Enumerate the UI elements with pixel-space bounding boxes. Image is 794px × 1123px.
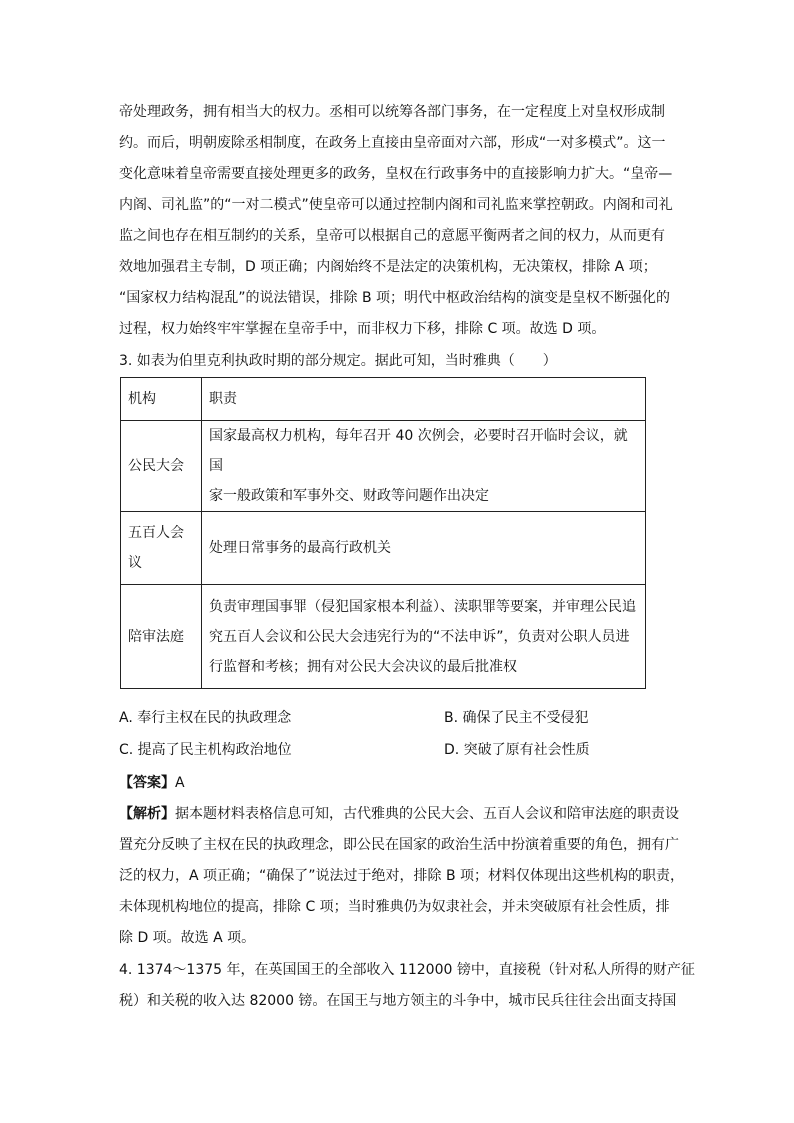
cell-line: 行监督和考核；拥有对公民大会决议的最后批准权 [209,658,517,675]
cell-line: 负责审理国事罪（侵犯国家根本利益）、渎职罪等要案，并审理公民追 [209,598,636,615]
text-line: 内阁、司礼监”的“一对二模式”使皇帝可以通过控制内阁和司礼监来掌控朝政。内阁和司礼 [119,197,673,213]
analysis-label: 【解析】 [119,806,175,822]
cell-line: 议 [128,555,142,571]
table-header-org: 机构 [121,378,202,421]
prev-analysis [119,97,679,345]
text-line: 过程，权力始终牢牢掌握在皇帝手中，而非权力下移，排除 C 项。故选 D 项。 [119,321,606,337]
option-a: A. 奉行主权在民的执政理念 [119,710,292,726]
table-cell-duty [202,421,646,512]
cell-line: 究五百人会议和公民大会违宪行为的“不法申诉”，负责对公职人员进 [209,628,630,645]
question-4-stem [119,955,695,1017]
answer-value: A [175,775,185,791]
answer-label: 【答案】 [119,775,175,791]
question-3-stem: 3. 如表为伯里克利执政时期的部分规定。据此可知，当时雅典（ ） [119,353,557,369]
text-line: 未体现机构地位的提高，排除 C 项；当时雅典仍为奴隶社会，并未突破原有社会性质，排 [119,899,670,915]
question-3-analysis [119,799,685,954]
text-line: 约。而后，明朝废除丞相制度，在政务上直接由皇帝面对六部，形成“一对多模式”。这一 [119,135,666,151]
text-line: 帝处理政务，拥有相当大的权力。丞相可以统筹各部门事务，在一定程度上对皇权形成制 [119,104,665,120]
text-line: “国家权力结构混乱”的说法错误，排除 B 项；明代中枢政治结构的演变是皇权不断强化的 [119,290,671,306]
cell-line: 家一般政策和军事外交、财政等问题作出决定 [209,488,489,504]
text-line: 税）和关税的收入达 82000 镑。在国王与地方领主的斗争中，城市民兵往往会出面支持国 [119,993,677,1009]
table-row [121,585,646,689]
option-b: B. 确保了民主不受侵犯 [444,710,589,726]
text-line: 监之间也存在相互制约的关系，皇帝可以根据自己的意愿平衡两者之间的权力，从而更有 [119,228,665,244]
cell-line: 陪审法庭 [128,628,184,645]
table-cell-org [121,585,202,689]
cell-line: 国家最高权力机构，每年召开 40 次例会，必要时召开临时会议，就国 [209,428,628,474]
text-line: 置充分反映了主权在民的执政理念，即公民在国家的政治生活中扮演着重要的角色，拥有广 [119,837,679,853]
option-d: D. 突破了原有社会性质 [444,742,590,758]
text-line [119,799,679,830]
text-line: 除 D 项。故选 A 项。 [119,930,256,946]
table-header-row [121,378,646,421]
table-cell-org [121,512,202,585]
text-line: 4. 1374～1375 年，在英国国王的全部收入 112000 镑中，直接税（针对私人所得的财产征 [119,962,695,978]
table-cell-org [121,421,202,512]
table-cell-duty [202,585,646,689]
rules-table [120,377,646,689]
option-c: C. 提高了民主机构政治地位 [119,742,292,758]
text-line: 变化意味着皇帝需要直接处理更多的政务，皇权在行政事务中的直接影响力扩大。“皇帝— [119,166,673,182]
cell-line: 五百人会 [128,525,184,541]
cell-line: 处理日常事务的最高行政机关 [209,540,391,556]
table-row [121,512,646,585]
table-row [121,421,646,512]
table-header-duty: 职责 [202,378,646,421]
text-line: 泛的权力，A 项正确；“确保了”说法过于绝对，排除 B 项；材料仅体现出这些机构的职责， [119,868,685,884]
cell-line: 公民大会 [128,458,184,474]
text-line: 效地加强君主专制，D 项正确；内阁始终不是法定的决策机构，无决策权，排除 A 项； [119,259,657,275]
answer [119,768,185,798]
table-cell-duty [202,512,646,585]
analysis-text: 据本题材料表格信息可知，古代雅典的公民大会、五百人会议和陪审法庭的职责设 [175,806,679,822]
